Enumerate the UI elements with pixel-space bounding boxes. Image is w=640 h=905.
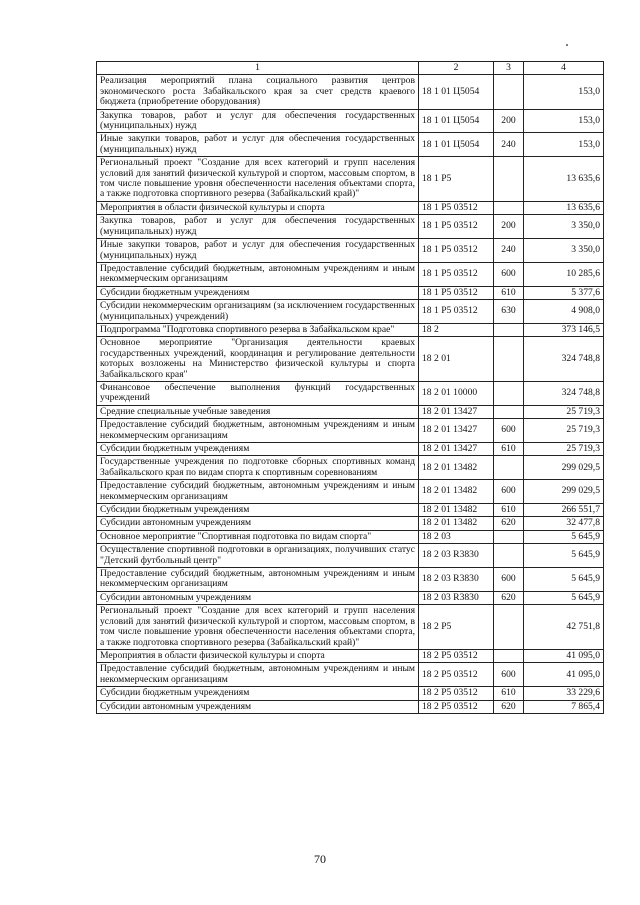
row-name: Мероприятия в области физической культуры и спорта xyxy=(97,649,419,662)
column-header: 2 xyxy=(419,62,494,75)
row-expense-type: 600 xyxy=(494,568,524,592)
row-code: 18 1 P5 03512 xyxy=(419,262,494,286)
row-code: 18 2 03 R3830 xyxy=(419,544,494,568)
table-row xyxy=(97,517,604,530)
table-row xyxy=(97,443,604,456)
row-expense-type: 600 xyxy=(494,480,524,504)
row-expense-type: 200 xyxy=(494,215,524,239)
table-row xyxy=(97,381,604,405)
table-row xyxy=(97,456,604,480)
row-code: 18 2 P5 xyxy=(419,605,494,650)
row-name: Субсидии автономным учреждениям xyxy=(97,591,419,604)
row-expense-type: 610 xyxy=(494,443,524,456)
table-row xyxy=(97,323,604,336)
row-name: Основное мероприятие "Спортивная подготовка по видам спорта" xyxy=(97,530,419,543)
table-row xyxy=(97,262,604,286)
row-name: Мероприятия в области физической культуры и спорта xyxy=(97,201,419,214)
table-row xyxy=(97,201,604,214)
row-amount: 33 229,6 xyxy=(524,687,604,700)
table-row xyxy=(97,591,604,604)
row-code: 18 2 01 xyxy=(419,337,494,382)
row-name: Осуществление спортивной подготовки в организациях, получивших статус "Детский футбольный центр" xyxy=(97,544,419,568)
table-header-row xyxy=(97,62,604,75)
row-amount: 4 908,0 xyxy=(524,300,604,324)
row-code: 18 2 01 13482 xyxy=(419,456,494,480)
row-name: Финансовое обеспечение выполнения функций государственных учреждений xyxy=(97,381,419,405)
row-name: Предоставление субсидий бюджетным, автономным учреждениям и иным некоммерческим организациям xyxy=(97,663,419,687)
row-expense-type: 600 xyxy=(494,663,524,687)
row-code: 18 2 P5 03512 xyxy=(419,649,494,662)
table-row xyxy=(97,687,604,700)
row-code: 18 2 P5 03512 xyxy=(419,700,494,713)
row-name: Региональный проект "Создание для всех категорий и групп населения условий для занятий физической культурой и спортом, массовым спортом, в том числе повышение уровня обеспеченности населения объектами спорта, а также подготовка спортивного резерва (Забайкальский край)" xyxy=(97,157,419,202)
row-code: 18 2 01 10000 xyxy=(419,381,494,405)
row-code: 18 2 01 13427 xyxy=(419,405,494,418)
row-expense-type: 620 xyxy=(494,517,524,530)
row-expense-type: 630 xyxy=(494,300,524,324)
row-code: 18 2 P5 03512 xyxy=(419,687,494,700)
row-code: 18 1 P5 03512 xyxy=(419,201,494,214)
row-amount: 324 748,8 xyxy=(524,381,604,405)
row-name: Предоставление субсидий бюджетным, автономным учреждениям и иным некоммерческим организациям xyxy=(97,568,419,592)
row-amount: 5 645,9 xyxy=(524,591,604,604)
row-name: Субсидии автономным учреждениям xyxy=(97,517,419,530)
row-name: Предоставление субсидий бюджетным, автономным учреждениям и иным некоммерческим организациям xyxy=(97,262,419,286)
row-expense-type xyxy=(494,381,524,405)
row-expense-type xyxy=(494,337,524,382)
row-name: Субсидии автономным учреждениям xyxy=(97,700,419,713)
row-code: 18 1 P5 xyxy=(419,157,494,202)
row-expense-type: 240 xyxy=(494,239,524,263)
row-code: 18 2 01 13427 xyxy=(419,443,494,456)
scan-speck xyxy=(566,44,568,46)
row-code: 18 1 01 Ц5054 xyxy=(419,109,494,133)
row-code: 18 1 P5 03512 xyxy=(419,239,494,263)
table-row xyxy=(97,75,604,109)
row-expense-type: 610 xyxy=(494,504,524,517)
table-row xyxy=(97,568,604,592)
row-amount: 32 477,8 xyxy=(524,517,604,530)
row-name: Закупка товаров, работ и услуг для обеспечения государственных (муниципальных) нужд xyxy=(97,215,419,239)
table-row xyxy=(97,544,604,568)
row-expense-type xyxy=(494,323,524,336)
column-header: 3 xyxy=(494,62,524,75)
row-amount: 7 865,4 xyxy=(524,700,604,713)
row-name: Средние специальные учебные заведения xyxy=(97,405,419,418)
row-amount: 25 719,3 xyxy=(524,405,604,418)
row-expense-type xyxy=(494,405,524,418)
row-code: 18 2 01 13482 xyxy=(419,504,494,517)
table-row xyxy=(97,337,604,382)
row-code: 18 2 xyxy=(419,323,494,336)
row-amount: 25 719,3 xyxy=(524,443,604,456)
row-expense-type: 620 xyxy=(494,700,524,713)
column-header: 4 xyxy=(524,62,604,75)
row-name: Реализация мероприятий плана социального развития центров экономического роста Забайкальского края за счет средств краевого бюджета (приобретение оборудования) xyxy=(97,75,419,109)
budget-table xyxy=(96,61,604,714)
row-amount: 5 645,9 xyxy=(524,544,604,568)
row-code: 18 2 P5 03512 xyxy=(419,663,494,687)
row-code: 18 2 01 13427 xyxy=(419,419,494,443)
row-amount: 13 635,6 xyxy=(524,201,604,214)
row-expense-type: 200 xyxy=(494,109,524,133)
row-expense-type xyxy=(494,75,524,109)
table-row xyxy=(97,215,604,239)
row-name: Субсидии некоммерческим организациям (за исключением государственных (муниципальных) учреждений) xyxy=(97,300,419,324)
table-row xyxy=(97,605,604,650)
row-name: Закупка товаров, работ и услуг для обеспечения государственных (муниципальных) нужд xyxy=(97,109,419,133)
row-name: Подпрограмма "Подготовка спортивного резерва в Забайкальском крае" xyxy=(97,323,419,336)
row-expense-type xyxy=(494,157,524,202)
row-amount: 5 377,6 xyxy=(524,286,604,299)
row-amount: 41 095,0 xyxy=(524,663,604,687)
row-amount: 5 645,9 xyxy=(524,530,604,543)
row-expense-type: 600 xyxy=(494,419,524,443)
row-amount: 3 350,0 xyxy=(524,215,604,239)
row-name: Иные закупки товаров, работ и услуг для обеспечения государственных (муниципальных) нужд xyxy=(97,133,419,157)
table-row xyxy=(97,133,604,157)
table-row xyxy=(97,480,604,504)
table-row xyxy=(97,663,604,687)
row-amount: 5 645,9 xyxy=(524,568,604,592)
page-number: 70 xyxy=(314,852,326,866)
table-row xyxy=(97,504,604,517)
row-code: 18 1 01 Ц5054 xyxy=(419,75,494,109)
row-amount: 42 751,8 xyxy=(524,605,604,650)
table-row xyxy=(97,419,604,443)
row-name: Основное мероприятие "Организация деятельности краевых государственных учреждений, координация и регулирование деятельности которых возложены на Министерство физической культуры и спорта Забайкальского края" xyxy=(97,337,419,382)
row-code: 18 1 P5 03512 xyxy=(419,300,494,324)
row-amount: 324 748,8 xyxy=(524,337,604,382)
row-expense-type xyxy=(494,649,524,662)
row-amount: 10 285,6 xyxy=(524,262,604,286)
row-expense-type: 240 xyxy=(494,133,524,157)
row-name: Предоставление субсидий бюджетным, автономным учреждениям и иным некоммерческим организациям xyxy=(97,419,419,443)
row-amount: 3 350,0 xyxy=(524,239,604,263)
row-amount: 153,0 xyxy=(524,75,604,109)
table-row xyxy=(97,239,604,263)
row-code: 18 1 01 Ц5054 xyxy=(419,133,494,157)
row-expense-type xyxy=(494,530,524,543)
row-expense-type xyxy=(494,544,524,568)
row-name: Государственные учреждения по подготовке сборных спортивных команд Забайкальского края по видам спорта к спортивным соревнованиям xyxy=(97,456,419,480)
row-code: 18 2 03 R3830 xyxy=(419,568,494,592)
row-amount: 373 146,5 xyxy=(524,323,604,336)
table-row xyxy=(97,700,604,713)
table-row xyxy=(97,286,604,299)
table-body xyxy=(97,75,604,714)
row-amount: 299 029,5 xyxy=(524,480,604,504)
table-row xyxy=(97,300,604,324)
row-code: 18 1 P5 03512 xyxy=(419,286,494,299)
row-expense-type: 600 xyxy=(494,262,524,286)
row-name: Субсидии бюджетным учреждениям xyxy=(97,687,419,700)
table-row xyxy=(97,405,604,418)
row-expense-type: 610 xyxy=(494,286,524,299)
row-expense-type: 620 xyxy=(494,591,524,604)
row-code: 18 2 03 xyxy=(419,530,494,543)
row-name: Субсидии бюджетным учреждениям xyxy=(97,504,419,517)
table-row xyxy=(97,109,604,133)
row-code: 18 1 P5 03512 xyxy=(419,215,494,239)
row-expense-type xyxy=(494,201,524,214)
row-name: Субсидии бюджетным учреждениям xyxy=(97,286,419,299)
row-name: Региональный проект "Создание для всех категорий и групп населения условий для занятий физической культурой и спортом, массовым спортом, в том числе повышение уровня обеспеченности населения объектами спорта, а также подготовка спортивного резерва (Забайкальский край)" xyxy=(97,605,419,650)
row-code: 18 2 01 13482 xyxy=(419,480,494,504)
row-amount: 266 551,7 xyxy=(524,504,604,517)
row-amount: 41 095,0 xyxy=(524,649,604,662)
row-code: 18 2 01 13482 xyxy=(419,517,494,530)
table-row xyxy=(97,530,604,543)
row-amount: 13 635,6 xyxy=(524,157,604,202)
row-amount: 25 719,3 xyxy=(524,419,604,443)
table-row xyxy=(97,649,604,662)
row-expense-type xyxy=(494,605,524,650)
row-expense-type xyxy=(494,456,524,480)
row-code: 18 2 03 R3830 xyxy=(419,591,494,604)
row-amount: 153,0 xyxy=(524,133,604,157)
column-header: 1 xyxy=(97,62,419,75)
row-name: Иные закупки товаров, работ и услуг для обеспечения государственных (муниципальных) нужд xyxy=(97,239,419,263)
row-amount: 299 029,5 xyxy=(524,456,604,480)
row-name: Предоставление субсидий бюджетным, автономным учреждениям и иным некоммерческим организациям xyxy=(97,480,419,504)
row-expense-type: 610 xyxy=(494,687,524,700)
row-name: Субсидии бюджетным учреждениям xyxy=(97,443,419,456)
row-amount: 153,0 xyxy=(524,109,604,133)
table-row xyxy=(97,157,604,202)
